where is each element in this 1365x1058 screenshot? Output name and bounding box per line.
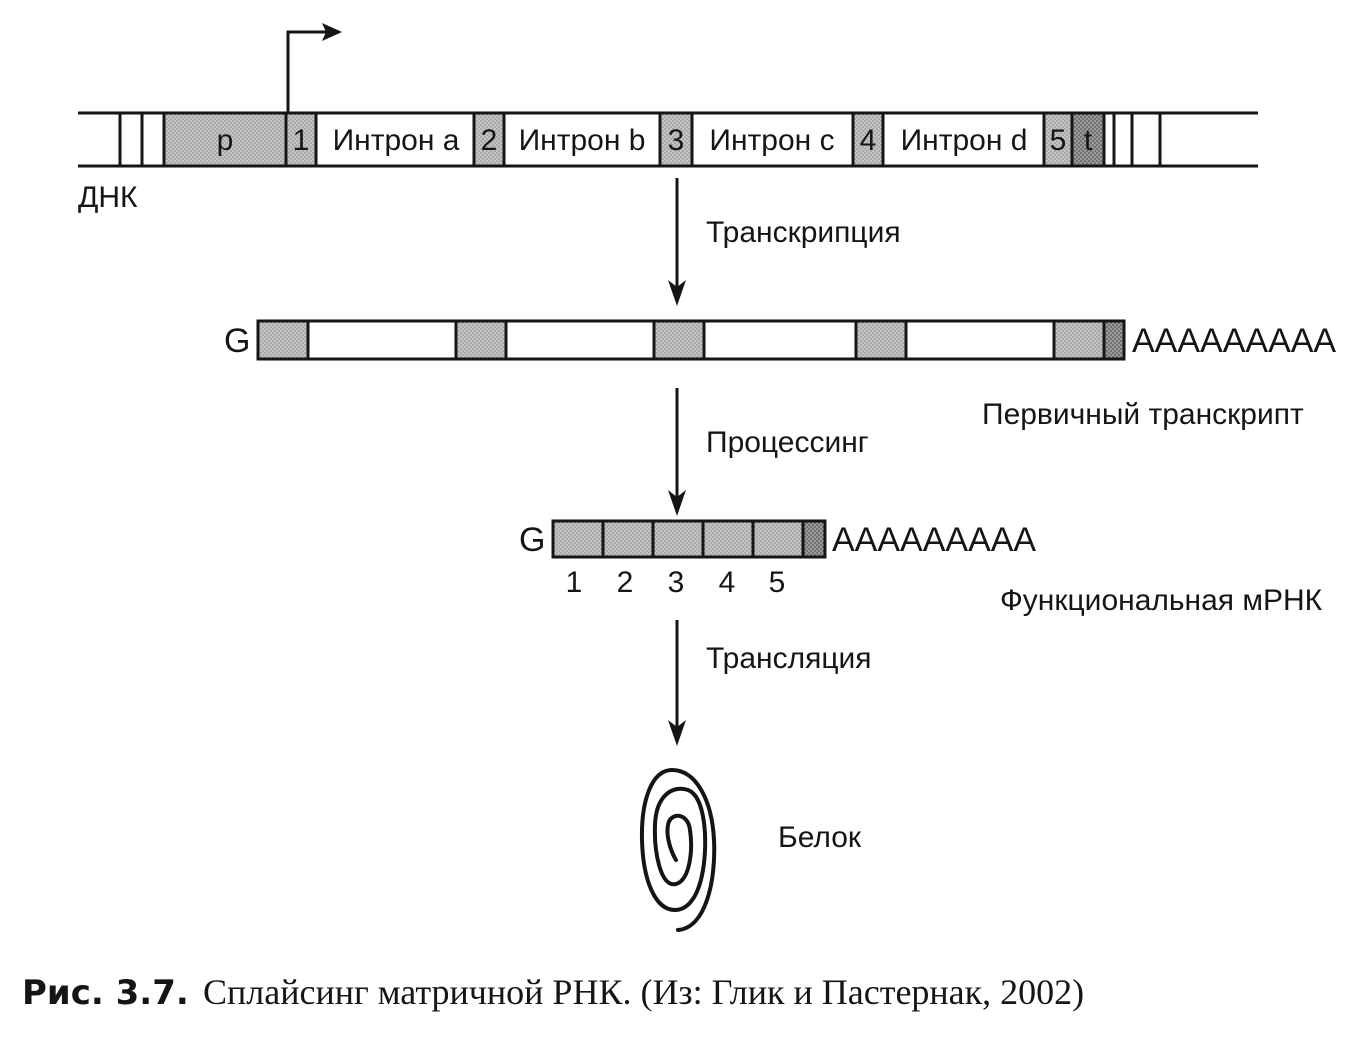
translation-label: Трансляция bbox=[706, 642, 872, 675]
mrna-exon-number-2: 2 bbox=[616, 566, 634, 599]
mrna-exon-3 bbox=[653, 521, 703, 557]
mrna-label: Функциональная мРНК bbox=[1000, 584, 1323, 617]
transcription-start-arrow bbox=[288, 32, 330, 113]
primary-exon-1 bbox=[258, 321, 308, 359]
promoter-label: p bbox=[216, 124, 234, 157]
mrna-terminator bbox=[803, 521, 825, 557]
primary-exon-3 bbox=[654, 321, 704, 359]
dna-exon-4-label: 4 bbox=[859, 124, 877, 157]
protein-label: Белок bbox=[778, 821, 862, 854]
protein bbox=[642, 770, 862, 930]
transcription-step bbox=[668, 178, 901, 306]
primary-poly-a: AAAAAAAAA bbox=[1132, 322, 1337, 360]
mrna-exon-4 bbox=[703, 521, 753, 557]
terminator-label: t bbox=[1083, 124, 1093, 157]
dna-molecule bbox=[78, 23, 1258, 214]
intron-b-label: Интрон b bbox=[518, 124, 646, 157]
translation-step bbox=[668, 620, 872, 746]
processing-label: Процессинг bbox=[706, 426, 869, 459]
intron-c-label: Интрон c bbox=[709, 124, 835, 157]
caption-number: Рис. 3.7. bbox=[22, 973, 189, 1013]
mrna-exon-number-3: 3 bbox=[667, 566, 685, 599]
primary-transcript bbox=[224, 321, 1336, 431]
functional-mrna bbox=[519, 521, 1323, 617]
mrna-exon-1 bbox=[553, 521, 603, 557]
intron-d-label: Интрон d bbox=[900, 124, 1028, 157]
mrna-poly-a: AAAAAAAAA bbox=[832, 521, 1037, 559]
dna-exon-5-label: 5 bbox=[1049, 124, 1067, 157]
primary-exon-2 bbox=[456, 321, 506, 359]
mrna-cap-label: G bbox=[519, 521, 546, 559]
mrna-exon-2 bbox=[603, 521, 653, 557]
primary-transcript-label: Первичный транскрипт bbox=[982, 398, 1304, 431]
dna-exon-2-label: 2 bbox=[480, 124, 498, 157]
primary-terminator bbox=[1104, 321, 1124, 359]
mrna-exon-number-5: 5 bbox=[768, 566, 786, 599]
mrna-exon-5 bbox=[753, 521, 803, 557]
dna-exon-3-label: 3 bbox=[667, 124, 685, 157]
primary-exon-5 bbox=[1054, 321, 1104, 359]
dna-label: ДНК bbox=[78, 181, 138, 214]
transcription-label: Транскрипция bbox=[706, 216, 901, 249]
intron-a-label: Интрон a bbox=[332, 124, 460, 157]
caption-text: Сплайсинг матричной РНК. (Из: Глик и Пастернак, 2002) bbox=[203, 972, 1085, 1012]
figure-caption bbox=[22, 972, 1084, 1013]
protein-spiral-icon bbox=[642, 770, 714, 930]
primary-exon-4 bbox=[856, 321, 906, 359]
mrna-exon-number-4: 4 bbox=[718, 566, 736, 599]
mrna-exon-number-1: 1 bbox=[565, 566, 583, 599]
dna-exon-1-label: 1 bbox=[292, 124, 310, 157]
processing-step bbox=[668, 388, 869, 516]
primary-cap-label: G bbox=[224, 322, 251, 360]
